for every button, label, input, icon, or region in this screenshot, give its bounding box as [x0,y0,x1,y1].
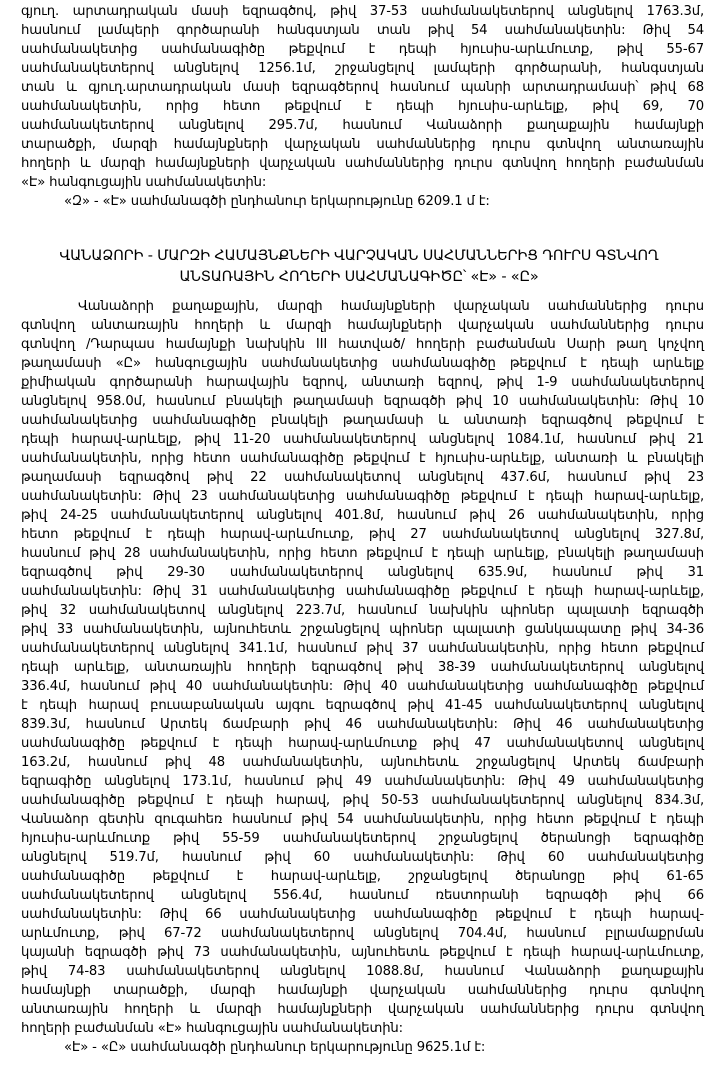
section-2-total-length: «Է» - «Ը» սահմանագծի ընդհանուր երկարությունը 9625.1մ է: [64,1040,486,1055]
text-line: թիվ 32 սահմանակետով անցնելով 223.7մ, հասնում նախկին պիոներ պալատի եզրագծի [21,603,704,618]
text-line: սահմանակետին, որից հետո թեքվում է դեպի հյուսիս-արևելք, թիվ 69, 70 [21,99,704,114]
text-line: սահմանակետերով անցնելով 295.7մ, հասնում Վանաձորի քաղաքային համայնքի [21,118,704,133]
text-line: հողերի և մարզի համայնքների վարչական սահմաններից դուրս գտնվող հողերի բաժանման [21,156,704,171]
text-line: սահմանակետին: Թիվ 23 սահմանակետից սահմանագիծը թեքվում է դեպի հարավ-արևելք, [21,489,704,504]
text-line: սահմանագիծը թեքվում է դեպի հարավ-արևմուտք թիվ 47 սահմանակետով անցնելով [21,736,704,751]
text-line: 163.2մ, հասնում թիվ 48 սահմանակետին, այնուհետև շրջանցելով Արտեկ ճամբարի [21,755,704,770]
heading-line-2: ԱՆՏԱՌԱՅԻՆ ՀՈՂԵՐԻ ՍԱՀՄԱՆԱԳԻԾԸ՝ «Է» - «Ը» [179,269,539,285]
text-line: «Է» հանգուցային սահմանակետին: [21,175,267,190]
text-line: անցնելով 958.0մ, հասնում բնակելի թաղամասի եզրագծի թիվ 10 սահմանակետին: Թիվ 10 [21,394,704,409]
text-line: հողերի բաժանման «Է» հանգուցային սահմանակետին: [21,1021,403,1036]
text-line: եզրագիծը անցնելով 173.1մ, հասնում թիվ 49 սահմանակետին: Թիվ 49 սահմանակետից [21,774,704,789]
section-1-total-length: «Զ» - «Է» սահմանագծի ընդհանուր երկարությունը 6209.1 մ է: [64,194,490,209]
text-line: Վանաձոր գետին զուգահեռ հասնում թիվ 54 սահմանակետին, որից հետո թեքվում է դեպի [21,812,704,827]
text-line: սահմանակետին: Թիվ 31 սահմանակետից սահմանագիծը թեքվում է դեպի հարավ-արևելք, [21,584,704,599]
text-line: հասնում թիվ 28 սահմանակետին, որից հետո թեքվում է դեպի արևելք, բնակելի թաղամասի [21,546,704,561]
text-line: սահմանակետին: Թիվ 66 սահմանակետից սահմանագիծը թեքվում է դեպի հարավ- [21,907,704,922]
text-line: կայանի եզրագծի թիվ 73 սահմանակետին, այնուհետև թեքվում է դեպի հարավ-արևմուտք, [21,945,704,960]
text-line: դեպի հարավ-արևելք, թիվ 11-20 սահմանակետերով անցնելով 1084.1մ, հասնում թիվ 21 [21,432,704,447]
text-line: գտնվող /Դարպաս համայնքի նախկին III հատված/ հողերի բաժանման Սարի թաղ կոչվող [21,337,704,352]
heading-line-1: ՎԱՆԱՁՈՐԻ - ՄԱՐԶԻ ՀԱՄԱՅՆՔՆԵՐԻ ՎԱՐՉԱԿԱՆ ՍԱՀՄԱՆՆԵՐԻՑ ԴՈՒՐՍ ԳՏՆՎՈՂ [59,248,659,264]
text-line: սահմանակետից սահմանագիծը թեքվում է դեպի հյուսիս-արևմուտք, թիվ 55-67 [21,42,704,57]
text-line: թիվ 33 սահմանակետին, այնուհետև շրջանցելով պիոներ պալատի ցանկապատը թիվ 34-36 [21,622,704,637]
text-line: թաղամասի եզրագծով թիվ 22 սահմանակետով անցնելով 437.6մ, հասնում թիվ 23 [21,470,704,485]
text-line: սահմանակետերով անցնելով 1256.1մ, շրջանցելով լամպերի գործարանի, հանգստյան [21,61,704,76]
text-line: գյուղ. արտադրական մասի եզրագծով, թիվ 37-53 սահմանակետերով անցնելով 1763.3մ, [21,4,704,19]
text-line: թիվ 74-83 սահմանակետերով անցնելով 1088.8մ, հասնում Վանաձորի քաղաքային [21,964,704,979]
text-line: սահմանակետերով անցնելով 556.4մ, հասնում ռեստորանի եզրագծի թիվ 66 [21,888,704,903]
text-line: դեպի արևելք, անտառային հողերի եզրագծով թիվ 38-39 սահմանակետերով անցնելով [21,660,704,675]
text-line: է դեպի հարավ բուսաբանական այգու եզրագծով թիվ 41-45 սահմանակետերով անցնելով [21,698,704,713]
text-line: սահմանագիծը թեքվում է դեպի հարավ, թիվ 50-53 սահմանակետերով անցնելով 834.3մ, [21,793,704,808]
text-line: գտնվող անտառային հողերի և մարզի համայնքների վարչական սահմաններից դուրս [21,318,704,333]
text-line: անտառային հողերի և մարզի համայնքների վարչական սահմաններից դուրս գտնվող [21,1002,704,1017]
text-line: սահմանակետից սահմանագիծը բնակելի թաղամասի և անտառի եզրագծով թեքվում է [21,413,704,428]
paragraph-section-2 [0,297,718,1057]
text-line: 336.4մ, հասնում թիվ 40 սահմանակետին: Թիվ 40 սահմանակետից սահմանագիծը թեքվում [21,679,704,694]
text-line: անցնելով 519.7մ, հասնում թիվ 60 սահմանակետին: Թիվ 60 սահմանակետից [21,850,704,865]
section-heading [0,246,718,288]
text-line: քիմիական գործարանի հարավային եզրով, անտառի եզրով, թիվ 1-9 սահմանակետերով [21,375,704,390]
text-line: սահմանակետին, որից հետո սահմանագիծը թեքվում է հյուսիս-արևելք, անտառի և բնակելի [21,451,704,466]
text-line: սահմանակետերով անցնելով 341.1մ, հասնում թիվ 37 սահմանակետին, որից հետո թեքվում [21,641,704,656]
text-line: սահմանագիծը թեքվում է հարավ-արևելք, շրջանցելով ծերանոցը թիվ 61-65 [21,869,704,884]
text-line: արևմուտք, թիվ 67-72 սահմանակետերով անցնելով 704.4մ, հասնում բլրամաքրման [21,926,704,941]
text-line: հյուսիս-արևմուտք թիվ 55-59 սահմանակետերով շրջանցելով ծերանոցի եզրագիծը [21,831,704,846]
text-line: Վանաձորի քաղաքային, մարզի համայնքների վարչական սահմաններից դուրս [78,299,704,314]
paragraph-section-1 [0,2,718,211]
text-line: համայնքի տարածքի, մարզի համայնքի վարչական սահմաններից դուրս գտնվող [21,983,704,998]
text-line: հետո թեքվում է դեպի հարավ-արևմուտք, թիվ 27 սահմանակետով անցնելով 327.8մ, [21,527,704,542]
text-line: թիվ 24-25 սահմանակետերով անցնելով 401.8մ, հասնում թիվ 26 սահմանակետին, որից [21,508,704,523]
text-line: թաղամասի «Ը» հանգուցային սահմանակետից սահմանագիծը թեքվում է դեպի արևելք [21,356,704,371]
text-line: 839.3մ, հասնում Արտեկ ճամբարի թիվ 46 սահմանակետին: Թիվ 46 սահմանակետից [21,717,704,732]
text-line: տան և գյուղ.արտադրական մասի եզրագծերով հասնում պանրի արտադրամասի՝ թիվ 68 [21,80,704,95]
text-line: եզրագծով թիվ 29-30 սահմանակետերով անցնելով 635.9մ, հասնում թիվ 31 [21,565,704,580]
text-line: տարածքի, մարզի համայնքների վարչական սահմաններից դուրս գտնվող անտառային [21,137,704,152]
text-line: հասնում լամպերի գործարանի հանգստյան տան թիվ 54 սահմանակետին: Թիվ 54 [21,23,704,38]
